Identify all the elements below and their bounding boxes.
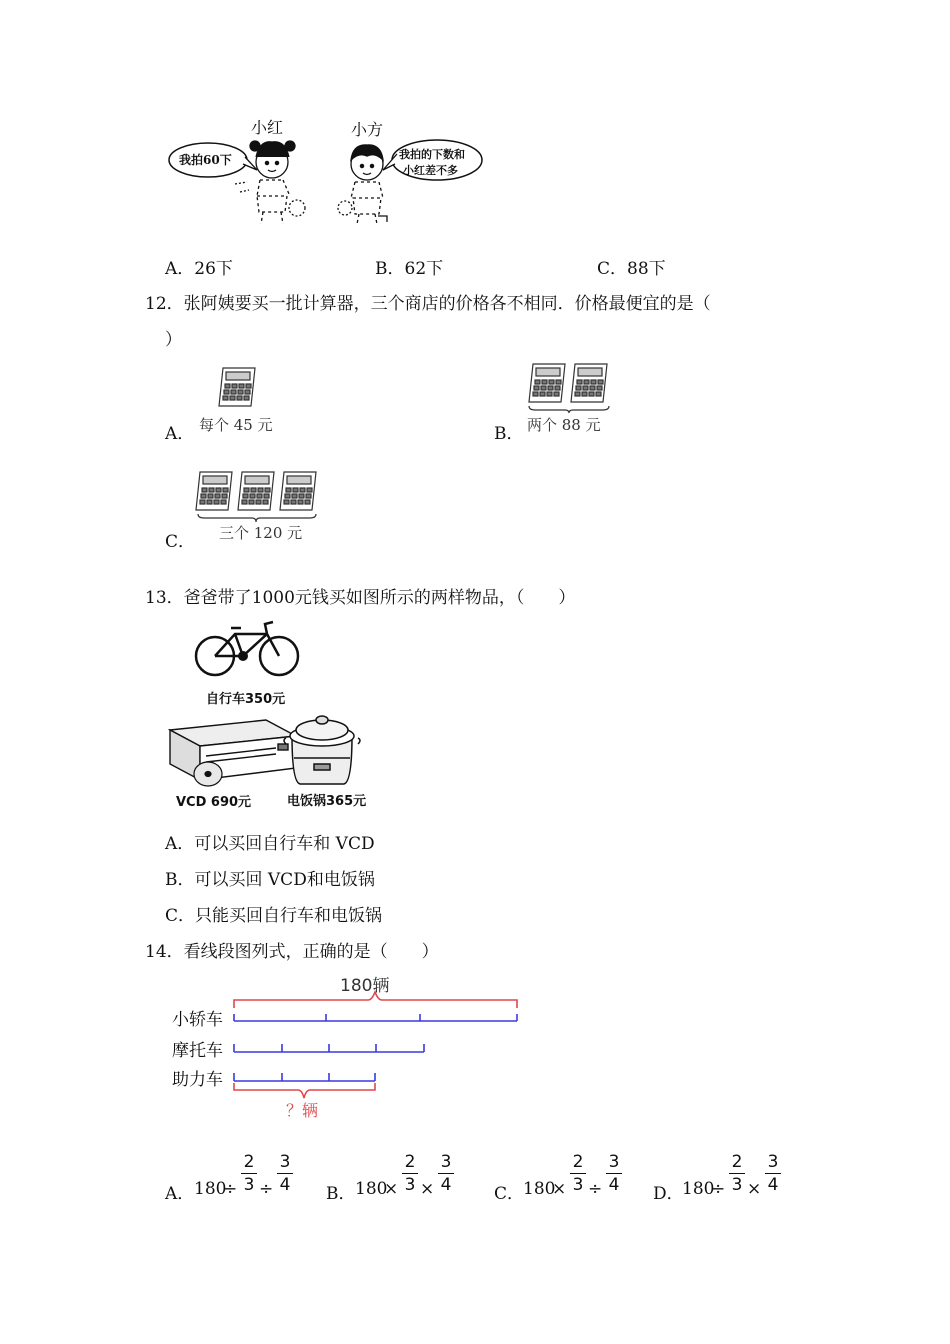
q13-option-a[interactable] (165, 829, 375, 854)
numerator: 2 (729, 1153, 745, 1174)
numerator: 2 (241, 1153, 257, 1174)
q11-illustration (165, 112, 495, 230)
option-letter: D． (653, 1184, 684, 1204)
name-xiaofang: 小方 (351, 120, 384, 139)
bubble-right-line2: 小红差不多 (403, 164, 458, 177)
option-number: 180 (682, 1179, 715, 1199)
denominator: 4 (440, 1175, 452, 1195)
numerator: 3 (277, 1153, 293, 1174)
operator: × (420, 1179, 435, 1199)
fraction-two-thirds (570, 1153, 586, 1194)
fraction-two-thirds (729, 1153, 745, 1194)
q11-option-a[interactable] (165, 254, 233, 279)
option-letter: C． (165, 906, 196, 926)
segment-diagram (168, 968, 528, 1118)
option-letter: A． (165, 834, 195, 854)
option-letter: B． (326, 1184, 356, 1204)
operator: × (552, 1179, 567, 1199)
option-letter: C． (494, 1184, 525, 1204)
q12-option-b-letter[interactable]: B． (494, 424, 524, 444)
bicycle-icon (193, 618, 303, 680)
q12-option-c-label: 三个 120 元 (219, 524, 303, 542)
option-text: 可以买回自行车和 VCD (194, 834, 375, 854)
numerator: 3 (765, 1153, 781, 1174)
calculator-pair-icon (525, 362, 617, 414)
q12-stem-line2: ） (165, 330, 182, 350)
option-text: 只能买回自行车和电饭锅 (195, 906, 383, 926)
operator: ÷ (223, 1179, 238, 1199)
q11-option-c[interactable] (597, 254, 666, 279)
denominator: 4 (279, 1175, 291, 1195)
bubble-left-text: 我拍60下 (179, 153, 232, 167)
q14-option-d[interactable] (653, 1150, 788, 1204)
option-number: 180 (523, 1179, 556, 1199)
option-text: 26下 (194, 259, 233, 279)
option-letter: B． (375, 259, 405, 279)
calculator-trio-icon (192, 470, 328, 524)
denominator: 3 (731, 1175, 743, 1195)
option-letter: A． (165, 1184, 195, 1204)
q12-option-c-letter[interactable]: C． (165, 532, 196, 552)
fraction-three-quarters (277, 1153, 293, 1194)
q14-option-b[interactable] (326, 1150, 461, 1204)
vcd-label: VCD 690元 (176, 795, 252, 810)
option-letter: B． (165, 870, 195, 890)
fraction-three-quarters (438, 1153, 454, 1194)
option-text: 可以买回 VCD和电饭锅 (194, 870, 375, 890)
numerator: 3 (438, 1153, 454, 1174)
numerator: 3 (606, 1153, 622, 1174)
option-letter: A． (165, 259, 195, 279)
rice-cooker-icon (280, 708, 364, 788)
q11-option-b[interactable] (375, 254, 443, 279)
option-text: 88下 (627, 259, 666, 279)
fraction-three-quarters (606, 1153, 622, 1194)
q12-option-a-label: 每个 45 元 (199, 416, 273, 434)
fraction-two-thirds (402, 1153, 418, 1194)
unknown-label: ？辆 (286, 1101, 319, 1120)
q14-option-a[interactable] (165, 1150, 300, 1204)
row-label-moped: 助力车 (172, 1070, 223, 1090)
q13-option-b[interactable] (165, 865, 375, 890)
q12-stem-line1: 12．张阿姨要买一批计算器，三个商店的价格各不相同．价格最便宜的是（ (145, 294, 711, 314)
q12-option-b-label: 两个 88 元 (527, 416, 601, 434)
q12-option-a-letter[interactable]: A． (165, 424, 195, 444)
option-text: 62下 (404, 259, 444, 279)
bike-label: 自行车350元 (206, 692, 286, 707)
operator: × (747, 1179, 762, 1199)
operator: × (384, 1179, 399, 1199)
row-label-car: 小轿车 (172, 1010, 223, 1030)
bubble-right-line1: 我拍的下数和 (399, 148, 465, 161)
q13-stem: 13．爸爸带了1000元钱买如图所示的两样物品，（ ） (145, 588, 576, 608)
option-number: 180 (194, 1179, 227, 1199)
option-letter: C． (597, 259, 628, 279)
numerator: 2 (570, 1153, 586, 1174)
cooker-label: 电饭锅365元 (287, 794, 367, 809)
q14-stem: 14．看线段图列式，正确的是（ ） (145, 942, 439, 962)
name-xiaohong: 小红 (251, 118, 284, 137)
calculator-icon (215, 364, 261, 410)
fraction-two-thirds (241, 1153, 257, 1194)
operator: ÷ (711, 1179, 726, 1199)
q13-option-c[interactable] (165, 901, 382, 926)
option-number: 180 (355, 1179, 388, 1199)
row-label-motorcycle: 摩托车 (172, 1041, 223, 1061)
fraction-three-quarters (765, 1153, 781, 1194)
q14-option-c[interactable] (494, 1150, 629, 1204)
denominator: 3 (404, 1175, 416, 1195)
denominator: 4 (767, 1175, 779, 1195)
denominator: 4 (608, 1175, 620, 1195)
denominator: 3 (572, 1175, 584, 1195)
numerator: 2 (402, 1153, 418, 1174)
denominator: 3 (243, 1175, 255, 1195)
total-label: 180辆 (340, 976, 390, 996)
operator: ÷ (259, 1179, 274, 1199)
operator: ÷ (588, 1179, 603, 1199)
